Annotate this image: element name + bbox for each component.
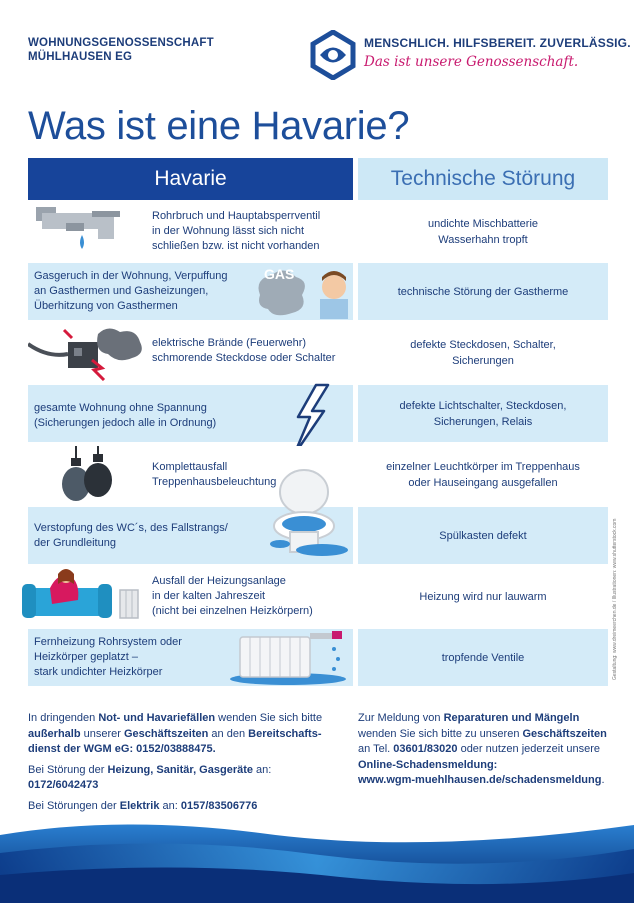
electric-contact: Bei Störungen der Elektrik an: 0157/83506776 [28, 799, 258, 812]
stoerung-cell: defekte Steckdosen, Schalter, Sicherungen [358, 324, 608, 381]
cold-person-icon [22, 564, 142, 626]
org-line-1: WOHNUNGSGENOSSENSCHAFT [28, 37, 214, 49]
gas-label: GAS [264, 266, 295, 282]
water-pipe-icon [32, 205, 124, 255]
havarie-cell [28, 203, 353, 260]
stoerung-cell: einzelner Leuchtkörper im Treppenhaus oder Hauseingang ausgefallen [358, 446, 608, 503]
heating-phone[interactable]: 0172/6042473 [28, 779, 99, 791]
havarie-text: Ausfall der Heizungsanlage in der kalten Jahreszeit (nicht bei einzelnen Heizkörpern) [152, 575, 313, 617]
table-row [28, 568, 608, 625]
wgm-logo-icon [310, 30, 356, 80]
havarie-text: Verstopfung des WC´s, des Fallstrangs/ der Grundleitung [34, 522, 228, 549]
page-title: Was ist eine Havarie? [28, 104, 410, 148]
stoerung-cell: Spülkasten defekt [358, 507, 608, 564]
stoerung-cell: technische Störung der Gastherme [358, 263, 608, 320]
decorative-waves [0, 815, 634, 903]
havarie-cell [28, 568, 353, 625]
office-phone[interactable]: 03601/83020 [393, 743, 458, 755]
havarie-text: Fernheizung Rohrsystem oder Heizkörper geplatzt – stark undichter Heizkörper [34, 636, 182, 678]
stoerung-cell: defekte Lichtschalter, Steckdosen, Sicherungen, Relais [358, 385, 608, 442]
table-row [28, 263, 608, 320]
havarie-text: Rohrbruch und Hauptabsperrventil in der Wohnung lässt sich nicht schließen bzw. ist nicht vorhanden [152, 210, 321, 252]
havarie-cell [28, 324, 353, 381]
slogan: MENSCHLICH. HILFSBEREIT. ZUVERLÄSSIG. [364, 36, 631, 50]
leaking-radiator-icon [228, 629, 352, 686]
burning-socket-icon [28, 324, 144, 381]
emergency-contact-info [28, 711, 333, 819]
havarie-text: elektrische Brände (Feuerwehr) schmorende Steckdose oder Schalter [152, 337, 336, 364]
havarie-text: Gasgeruch in der Wohnung, Verpuffung an Gasthermen und Gasheizungen, Überhitzung von Gasthermen [34, 270, 228, 312]
havarie-text: Komplettausfall Treppenhausbeleuchtung [152, 461, 277, 488]
column-header-havarie: Havarie [28, 158, 353, 200]
slogan-script: Das ist unsere Genossenschaft. [364, 54, 579, 70]
header [0, 0, 634, 95]
overflowing-toilet-icon [260, 468, 352, 560]
repair-paragraph: Zur Meldung von Reparaturen und Mängeln wenden Sie sich bitte zu unseren Geschäftszeiten an Tel. 03601/83020 oder nutzen jederzeit unsere Online-Schadensmeldung: www.wgm-muehlhausen.de/schadensmeldung. [358, 712, 607, 786]
table-row [28, 324, 608, 381]
stoerung-cell: Heizung wird nur lauwarm [358, 568, 608, 625]
light-bulbs-icon [58, 446, 148, 503]
organization-name [28, 36, 214, 64]
org-line-2: MÜHLHAUSEN EG [28, 51, 133, 63]
table-row [28, 629, 608, 686]
heating-contact: Bei Störung der Heizung, Sanitär, Gasgeräte an: 0172/6042473 [28, 763, 272, 791]
design-credit: Gestaltung: www.dreimeerchen.de / Illustrationen: www.shutterstock.com [612, 518, 618, 680]
havarie-text: gesamte Wohnung ohne Spannung (Sicherungen jedoch alle in Ordnung) [34, 402, 217, 429]
table-row [28, 203, 608, 260]
repair-contact-info [358, 711, 620, 794]
column-header-technische-stoerung: Technische Störung [358, 158, 608, 200]
stoerung-cell: tropfende Ventile [358, 629, 608, 686]
havarie-cell [28, 263, 353, 320]
stoerung-cell: undichte Mischbatterie Wasserhahn tropft [358, 203, 608, 260]
electric-phone[interactable]: 0157/83506776 [180, 799, 258, 812]
havarie-cell [28, 629, 353, 686]
emergency-paragraph: In dringenden Not- und Havariefällen wenden Sie sich bitte außerhalb unserer Geschäftszeiten an den Bereitschafts-dienst der WGM eG: 0152/03888475. [28, 712, 323, 755]
damage-report-link[interactable]: www.wgm-muehlhausen.de/schadensmeldung [358, 774, 602, 786]
